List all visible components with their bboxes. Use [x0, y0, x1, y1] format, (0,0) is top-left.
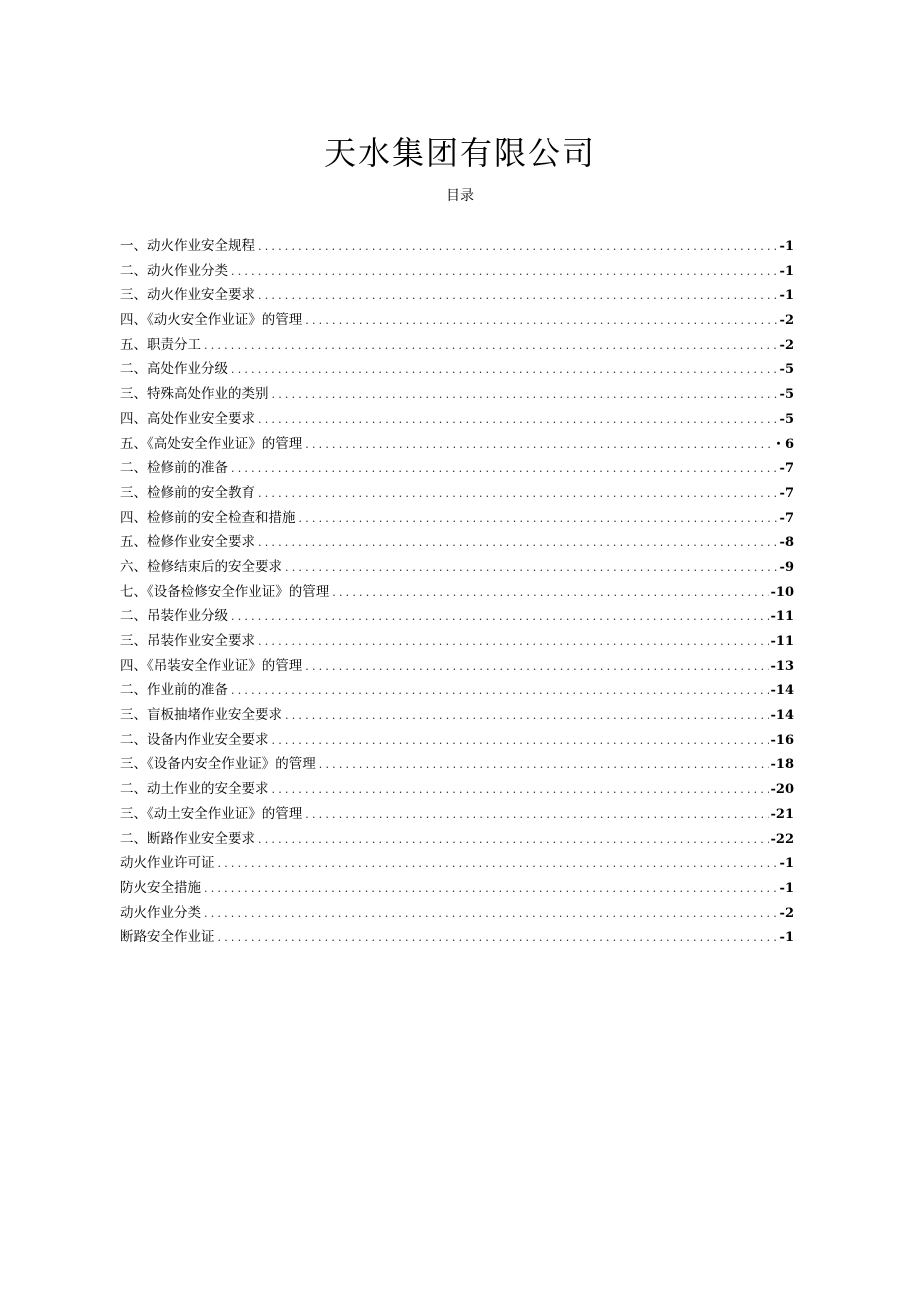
- toc-dot-leader: [218, 852, 778, 877]
- toc-entry[interactable]: [120, 678, 794, 703]
- toc-entry-label: 五、职责分工: [120, 336, 201, 353]
- toc-dot-leader: [231, 260, 778, 285]
- toc-entry-label: 动火作业许可证: [120, 855, 215, 872]
- toc-entry-page: -10: [770, 584, 794, 600]
- toc-entry[interactable]: [120, 506, 794, 531]
- toc-entry[interactable]: [120, 481, 794, 506]
- toc-entry-label: 七、《设备检修安全作业证》的管理: [120, 583, 330, 600]
- toc-dot-leader: [231, 457, 778, 482]
- toc-entry-label: 三、《动土安全作业证》的管理: [120, 805, 303, 822]
- toc-entry-label: 三、《设备内安全作业证》的管理: [120, 756, 316, 773]
- toc-entry-page: -5: [779, 362, 794, 378]
- toc-dot-leader: [305, 433, 770, 458]
- toc-entry-label: 二、动土作业的安全要求: [120, 781, 269, 798]
- toc-dot-leader: [272, 383, 778, 408]
- toc-entry-page: -1: [779, 930, 794, 946]
- toc-entry-page: -5: [779, 387, 794, 403]
- toc-entry-label: 四、检修前的安全检查和措施: [120, 509, 296, 526]
- toc-entry[interactable]: [120, 555, 794, 580]
- toc-entry-label: 四、《动火安全作业证》的管理: [120, 312, 303, 329]
- toc-dot-leader: [231, 358, 778, 383]
- toc-entry[interactable]: [120, 283, 794, 308]
- toc-entry-label: 五、《高处安全作业证》的管理: [120, 435, 303, 452]
- toc-entry-page: -7: [779, 510, 794, 526]
- toc-entry[interactable]: [120, 802, 794, 827]
- toc-entry-page: -1: [779, 880, 794, 896]
- toc-entry-page: -1: [779, 263, 794, 279]
- toc-entry-label: 三、吊装作业安全要求: [120, 633, 255, 649]
- toc-entry-page: -18: [770, 757, 794, 773]
- toc-entry-label: 四、高处作业安全要求: [120, 410, 255, 427]
- toc-entry-page: -8: [779, 535, 794, 551]
- toc-entry[interactable]: [120, 876, 794, 901]
- toc-dot-leader: [272, 729, 769, 754]
- toc-dot-leader: [258, 531, 778, 556]
- toc-dot-leader: [258, 408, 778, 433]
- toc-entry-page: -2: [779, 905, 794, 921]
- toc-entry-label: 六、检修结束后的安全要求: [120, 558, 282, 575]
- toc-entry[interactable]: [120, 654, 794, 679]
- toc-dot-leader: [285, 704, 769, 729]
- toc-dot-leader: [305, 655, 768, 680]
- toc-entry-page: -1: [779, 288, 794, 304]
- toc-entry[interactable]: [120, 432, 794, 457]
- toc-entry-page: -2: [779, 313, 794, 329]
- toc-entry-label: 二、断路作业安全要求: [120, 830, 255, 847]
- toc-dot-leader: [231, 679, 769, 704]
- toc-entry-page: -22: [770, 831, 794, 847]
- toc-entry-label: 二、吊装作业分级: [120, 608, 228, 625]
- toc-entry[interactable]: [120, 456, 794, 481]
- toc-entry-page: -21: [770, 806, 794, 822]
- toc-entry-label: 断路安全作业证: [120, 929, 215, 946]
- toc-dot-leader: [258, 284, 778, 309]
- toc-dot-leader: [258, 482, 778, 507]
- toc-entry-label: 三、特殊高处作业的类别: [120, 386, 269, 403]
- toc-entry-page: ・6: [771, 436, 794, 452]
- toc-entry[interactable]: [120, 728, 794, 753]
- toc-entry[interactable]: [120, 259, 794, 284]
- toc-entry[interactable]: [120, 407, 794, 432]
- toc-dot-leader: [299, 507, 778, 532]
- toc-entry-page: -11: [770, 609, 794, 625]
- toc-entry[interactable]: [120, 333, 794, 358]
- toc-entry[interactable]: [120, 901, 794, 926]
- toc-entry[interactable]: [120, 851, 794, 876]
- toc-entry-page: -14: [770, 708, 794, 724]
- toc-entry-page: -20: [770, 782, 794, 798]
- toc-dot-leader: [305, 309, 777, 334]
- toc-entry-label: 二、作业前的准备: [120, 682, 228, 699]
- toc-entry-label: 三、检修前的安全教育: [120, 484, 255, 501]
- toc-entry-label: 三、盲板抽堵作业安全要求: [120, 707, 282, 724]
- toc-entry[interactable]: [120, 777, 794, 802]
- toc-entry[interactable]: [120, 382, 794, 407]
- toc-entry-page: -5: [779, 411, 794, 427]
- toc-dot-leader: [258, 828, 769, 853]
- toc-dot-leader: [258, 235, 778, 260]
- toc-entry[interactable]: [120, 703, 794, 728]
- toc-entry-page: -9: [779, 559, 794, 575]
- toc-entry[interactable]: [120, 604, 794, 629]
- toc-dot-leader: [258, 630, 769, 655]
- toc-entry-page: -2: [779, 337, 794, 353]
- toc-entry-label: 四、《吊装安全作业证》的管理: [120, 657, 303, 674]
- toc-entry[interactable]: [120, 530, 794, 555]
- toc-entry-label: 防火安全措施: [120, 879, 201, 896]
- toc-dot-leader: [285, 556, 778, 581]
- toc-entry-label: 五、检修作业安全要求: [120, 534, 255, 551]
- toc-entry-label: 二、动火作业分类: [120, 262, 228, 279]
- toc-entry-label: 一、动火作业安全规程: [120, 238, 255, 254]
- toc-dot-leader: [305, 803, 768, 828]
- toc-entry[interactable]: [120, 308, 794, 333]
- toc-dot-leader: [231, 605, 769, 630]
- toc-entry-page: -13: [770, 658, 794, 674]
- toc-entry[interactable]: [120, 234, 794, 259]
- toc-dot-leader: [319, 753, 769, 778]
- toc-entry[interactable]: [120, 925, 794, 950]
- toc-entry-page: -1: [779, 239, 794, 254]
- toc-dot-leader: [204, 877, 778, 902]
- document-title: 天水集团有限公司: [323, 134, 596, 172]
- toc-entry[interactable]: [120, 357, 794, 382]
- toc-dot-leader: [204, 334, 778, 359]
- toc-entry-page: -11: [770, 634, 794, 649]
- toc-heading: 目录: [446, 188, 474, 204]
- toc-entry-page: -7: [779, 485, 794, 501]
- toc-entry-page: -1: [779, 856, 794, 872]
- toc-entry-label: 二、高处作业分级: [120, 361, 228, 378]
- toc-entry-page: -14: [770, 683, 794, 699]
- toc-dot-leader: [204, 902, 778, 927]
- toc-entry[interactable]: [120, 629, 794, 654]
- toc-entry-label: 二、设备内作业安全要求: [120, 731, 269, 748]
- table-of-contents: [120, 234, 794, 950]
- toc-entry[interactable]: [120, 827, 794, 852]
- toc-dot-leader: [218, 926, 778, 951]
- toc-dot-leader: [272, 778, 769, 803]
- toc-entry[interactable]: [120, 752, 794, 777]
- toc-entry-page: -16: [770, 732, 794, 748]
- toc-entry-label: 动火作业分类: [120, 904, 201, 921]
- toc-entry[interactable]: [120, 580, 794, 605]
- toc-entry-page: -7: [779, 461, 794, 477]
- toc-entry-label: 二、检修前的准备: [120, 460, 228, 477]
- toc-entry-label: 三、动火作业安全要求: [120, 287, 255, 304]
- toc-dot-leader: [332, 581, 768, 606]
